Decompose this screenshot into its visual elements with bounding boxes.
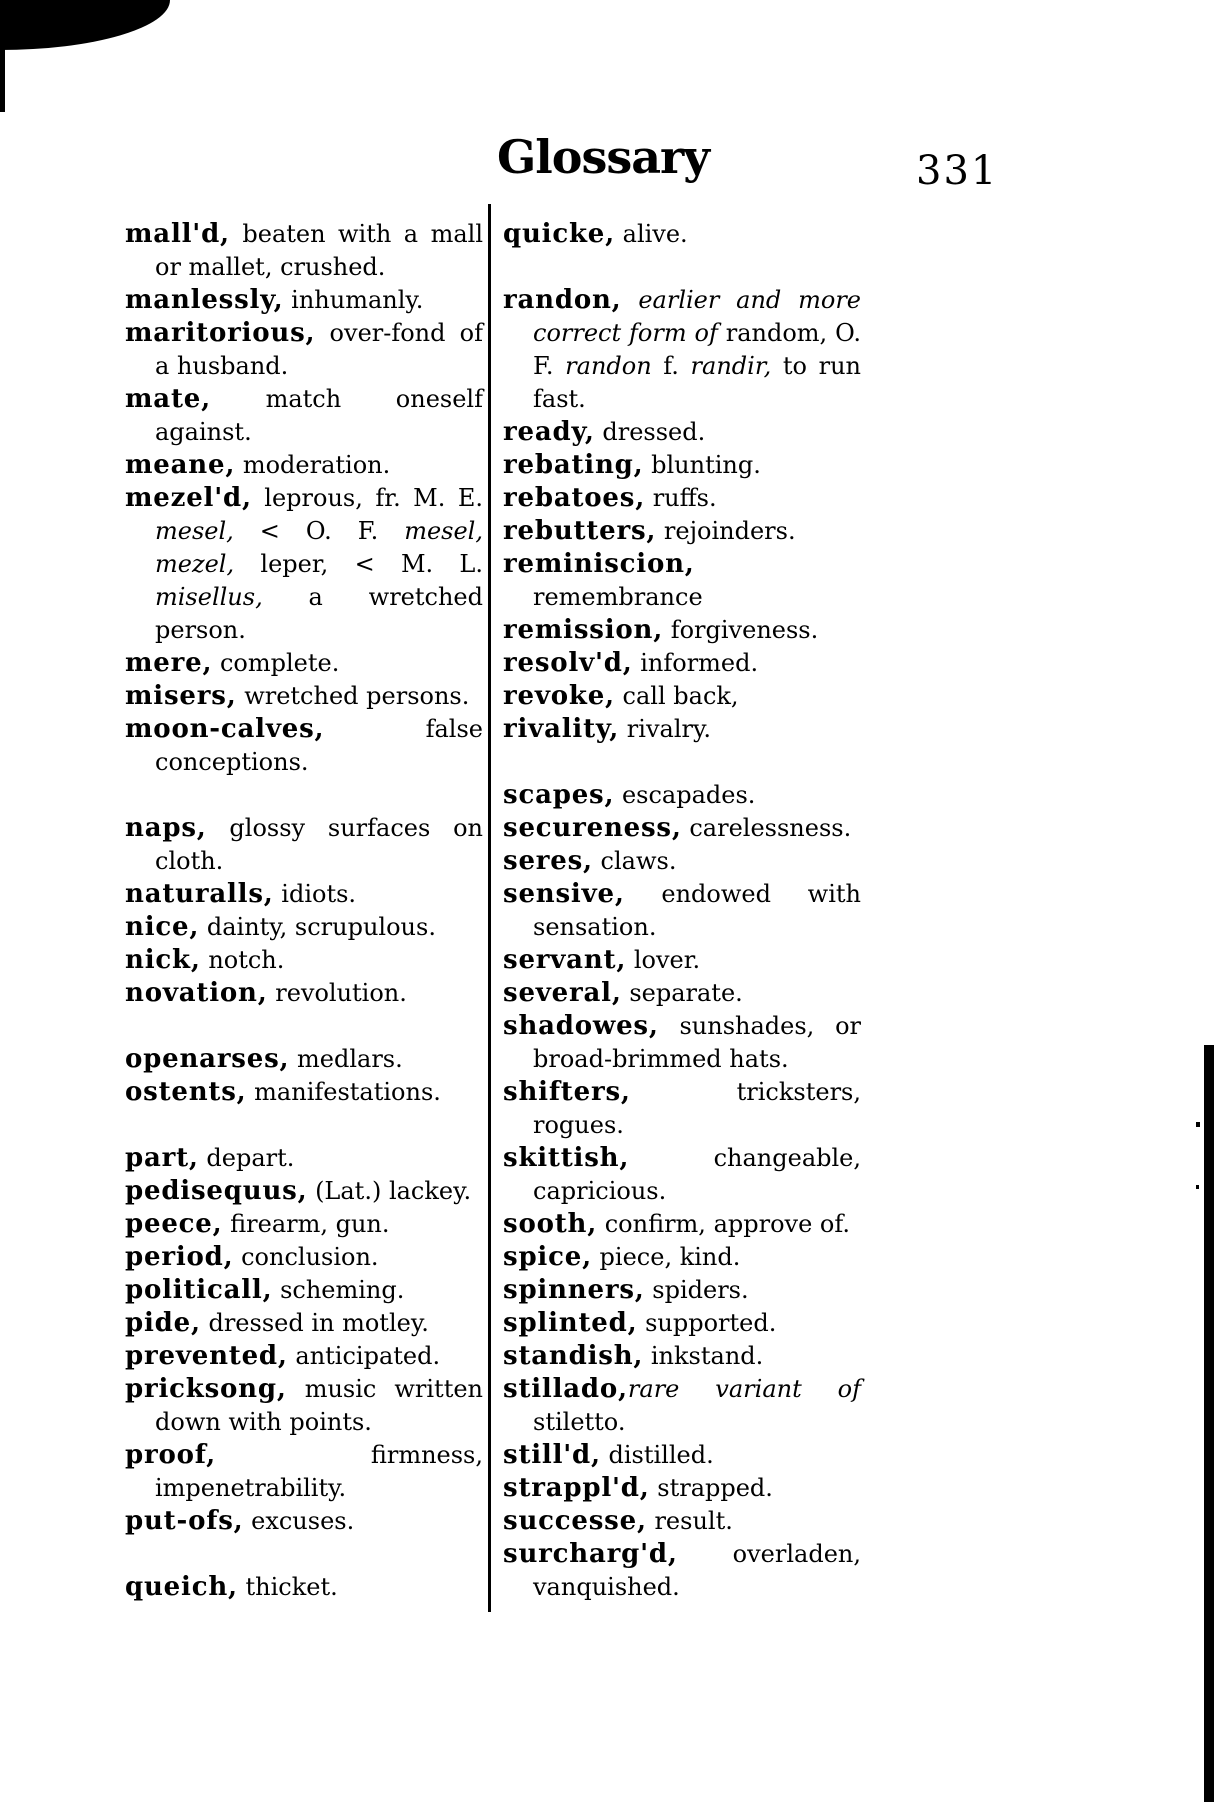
- entry-term: meane,: [125, 450, 236, 480]
- entry-term: revoke,: [503, 681, 615, 711]
- entry-term: servant,: [503, 945, 627, 975]
- entry-definition: endowed with sensation.: [533, 880, 861, 941]
- entry-term: still'd,: [503, 1440, 601, 1470]
- entry-definition: scheming.: [272, 1276, 405, 1304]
- entry-group: [125, 218, 483, 779]
- entry-definition: complete.: [212, 649, 340, 677]
- entry-term: rebutters,: [503, 516, 657, 546]
- entry-definition: dressed.: [594, 418, 706, 446]
- entry-definition: beaten with a mall or mallet, crushed.: [155, 220, 483, 281]
- entry-term: seres,: [503, 846, 593, 876]
- entry-definition: firearm, gun.: [222, 1210, 390, 1238]
- entry-definition: rivalry.: [619, 715, 711, 743]
- entry-term: reminiscion,: [503, 549, 695, 579]
- entry-definition: sunshades, or broad-brimmed hats.: [533, 1012, 861, 1073]
- entry-group: [503, 284, 861, 746]
- entry-definition: escapades.: [614, 781, 756, 809]
- glossary-entry: [125, 317, 483, 383]
- entry-definition: wretched persons.: [236, 682, 470, 710]
- page-title: Glossary: [497, 130, 710, 184]
- glossary-entry: [125, 1208, 483, 1241]
- entry-group: [503, 218, 861, 251]
- entry-term: mere,: [125, 648, 213, 678]
- entry-term: politicall,: [125, 1275, 273, 1305]
- entry-definition: dressed in motley.: [200, 1309, 429, 1337]
- entry-definition: manifestations.: [246, 1078, 441, 1106]
- entry-definition: depart.: [198, 1144, 295, 1172]
- glossary-entry: [125, 977, 483, 1010]
- entry-term: proof,: [125, 1440, 217, 1470]
- glossary-entry: [503, 1208, 861, 1241]
- entry-term: pricksong,: [125, 1374, 287, 1404]
- entry-definition: moderation.: [235, 451, 391, 479]
- glossary-entry: [503, 1241, 861, 1274]
- glossary-entry: [503, 977, 861, 1010]
- entry-definition: idiots.: [273, 880, 357, 908]
- glossary-entry: [503, 515, 861, 548]
- glossary-entry: [503, 680, 861, 713]
- entry-definition: dainty, scrupulous.: [199, 913, 436, 941]
- glossary-entry: [125, 284, 483, 317]
- entry-definition: thicket.: [237, 1573, 338, 1601]
- glossary-entry: [503, 416, 861, 449]
- entry-definition: changeable, capricious.: [533, 1144, 861, 1205]
- glossary-left-column: [125, 218, 483, 1604]
- entry-term: nick,: [125, 945, 201, 975]
- entry-definition: result.: [646, 1507, 733, 1535]
- glossary-entry: [503, 482, 861, 515]
- entry-definition: forgiveness.: [663, 616, 819, 644]
- entry-term: novation,: [125, 978, 268, 1008]
- glossary-entry: [503, 944, 861, 977]
- entry-term: maritorious,: [125, 318, 316, 348]
- entry-term: pide,: [125, 1308, 201, 1338]
- entry-term: shadowes,: [503, 1011, 659, 1041]
- glossary-entry: [503, 1142, 861, 1208]
- entry-definition: glossy surfaces on cloth.: [155, 814, 483, 875]
- glossary-entry: [125, 944, 483, 977]
- entry-definition: informed.: [632, 649, 759, 677]
- entry-definition: piece, kind.: [591, 1243, 741, 1271]
- entry-term: successe,: [503, 1506, 647, 1536]
- entry-definition: tricksters, rogues.: [533, 1078, 861, 1139]
- entry-definition: over-fond of a husband.: [155, 319, 483, 380]
- entry-definition: anticipated.: [287, 1342, 441, 1370]
- entry-definition: leprous, fr. M. E. mesel, < O. F. mesel, mezel, leper, < M. L. misellus, a wretched person.: [155, 484, 483, 644]
- glossary-entry: [503, 878, 861, 944]
- entry-definition: distilled.: [600, 1441, 714, 1469]
- glossary-entry: [125, 218, 483, 284]
- entry-definition: ruffs.: [645, 484, 717, 512]
- glossary-columns: [125, 218, 861, 1604]
- entry-term: spice,: [503, 1242, 592, 1272]
- glossary-entry: [503, 1472, 861, 1505]
- glossary-entry: [503, 1010, 861, 1076]
- glossary-entry: [125, 878, 483, 911]
- glossary-entry: [125, 647, 483, 680]
- entry-term: remission,: [503, 615, 664, 645]
- entry-term: rivality,: [503, 714, 620, 744]
- entry-term: period,: [125, 1242, 234, 1272]
- entry-definition: spiders.: [644, 1276, 749, 1304]
- entry-term: rebatoes,: [503, 483, 646, 513]
- entry-term: mall'd,: [125, 219, 230, 249]
- entry-term: manlessly,: [125, 285, 284, 315]
- glossary-entry: [125, 1076, 483, 1109]
- entry-term: randon,: [503, 285, 622, 315]
- glossary-entry: [503, 812, 861, 845]
- entry-definition: rejoinders.: [656, 517, 796, 545]
- entry-term: sensive,: [503, 879, 625, 909]
- entry-term: queich,: [125, 1572, 238, 1602]
- entry-definition: music written down with points.: [155, 1375, 483, 1436]
- column-divider-rule: [488, 204, 491, 1612]
- glossary-entry: [125, 812, 483, 878]
- glossary-entry: [503, 1076, 861, 1142]
- glossary-entry: [125, 1274, 483, 1307]
- entry-definition: lover.: [626, 946, 701, 974]
- entry-term: mate,: [125, 384, 211, 414]
- glossary-entry: [503, 779, 861, 812]
- glossary-entry: [125, 1043, 483, 1076]
- entry-definition: conclusion.: [233, 1243, 379, 1271]
- entry-definition: rare variant of stiletto.: [533, 1375, 861, 1436]
- glossary-entry: [125, 449, 483, 482]
- entry-group: [125, 812, 483, 1010]
- entry-definition: firmness, impenetrability.: [155, 1441, 483, 1502]
- entry-definition: remembrance: [533, 583, 703, 611]
- entry-definition: alive.: [615, 220, 688, 248]
- entry-definition: (Lat.) lackey.: [307, 1177, 472, 1205]
- entry-term: stillado,: [503, 1374, 628, 1404]
- entry-term: put-ofs,: [125, 1506, 244, 1536]
- entry-term: shifters,: [503, 1077, 631, 1107]
- glossary-entry: [125, 1373, 483, 1439]
- entry-term: standish,: [503, 1341, 644, 1371]
- glossary-entry: [125, 482, 483, 647]
- entry-term: naturalls,: [125, 879, 274, 909]
- entry-term: spinners,: [503, 1275, 645, 1305]
- entry-group: [125, 1142, 483, 1538]
- entry-term: skittish,: [503, 1143, 630, 1173]
- glossary-entry: [125, 1439, 483, 1505]
- glossary-entry: [125, 1241, 483, 1274]
- entry-definition: excuses.: [243, 1507, 355, 1535]
- entry-definition: false conceptions.: [155, 715, 483, 776]
- entry-term: moon-calves,: [125, 714, 325, 744]
- entry-term: openarses,: [125, 1044, 290, 1074]
- scan-artifact-corner-tail: [0, 0, 5, 112]
- glossary-entry: [503, 1538, 861, 1604]
- entry-definition: notch.: [200, 946, 285, 974]
- entry-definition: strapped.: [649, 1474, 773, 1502]
- glossary-entry: [503, 614, 861, 647]
- entry-definition: separate.: [621, 979, 743, 1007]
- entry-term: secureness,: [503, 813, 682, 843]
- entry-term: strappl'd,: [503, 1473, 650, 1503]
- glossary-entry: [503, 218, 861, 251]
- entry-term: naps,: [125, 813, 207, 843]
- glossary-entry: [503, 845, 861, 878]
- glossary-entry: [125, 1175, 483, 1208]
- entry-definition: overladen, vanquished.: [533, 1540, 861, 1601]
- glossary-entry: [503, 1373, 861, 1439]
- entry-term: nice,: [125, 912, 200, 942]
- entry-definition: blunting.: [643, 451, 761, 479]
- entry-term: prevented,: [125, 1341, 288, 1371]
- glossary-entry: [125, 1340, 483, 1373]
- entry-definition: supported.: [637, 1309, 777, 1337]
- entry-term: misers,: [125, 681, 237, 711]
- entry-term: peece,: [125, 1209, 223, 1239]
- glossary-entry: [125, 383, 483, 449]
- entry-term: mezel'd,: [125, 483, 252, 513]
- entry-term: resolv'd,: [503, 648, 633, 678]
- entry-term: rebating,: [503, 450, 644, 480]
- page-number: 331: [916, 148, 999, 194]
- glossary-entry: [503, 284, 861, 416]
- glossary-entry: [125, 713, 483, 779]
- scan-speck: [1196, 1122, 1200, 1127]
- glossary-entry: [125, 680, 483, 713]
- entry-term: part,: [125, 1143, 199, 1173]
- entry-group: [125, 1571, 483, 1604]
- scan-artifact-corner: [0, 0, 170, 50]
- glossary-entry: [503, 1307, 861, 1340]
- entry-definition: claws.: [592, 847, 677, 875]
- entry-group: [125, 1043, 483, 1109]
- entry-group: [503, 779, 861, 1604]
- glossary-entry: [125, 1142, 483, 1175]
- glossary-entry: [503, 1505, 861, 1538]
- entry-term: ostents,: [125, 1077, 247, 1107]
- scan-artifact-right-edge: [1204, 1045, 1214, 1802]
- entry-term: scapes,: [503, 780, 615, 810]
- entry-definition: match oneself against.: [155, 385, 483, 446]
- entry-term: sooth,: [503, 1209, 598, 1239]
- entry-term: splinted,: [503, 1308, 638, 1338]
- entry-definition: inkstand.: [643, 1342, 764, 1370]
- entry-term: quicke,: [503, 219, 615, 249]
- entry-definition: inhumanly.: [283, 286, 424, 314]
- glossary-entry: [503, 713, 861, 746]
- glossary-entry: [503, 1439, 861, 1472]
- glossary-entry: [125, 1571, 483, 1604]
- entry-term: pedisequus,: [125, 1176, 308, 1206]
- glossary-entry: [503, 449, 861, 482]
- entry-term: ready,: [503, 417, 595, 447]
- entry-definition: confirm, approve of.: [597, 1210, 851, 1238]
- glossary-entry: [125, 911, 483, 944]
- scan-speck: [1196, 1185, 1199, 1189]
- glossary-entry: [125, 1505, 483, 1538]
- glossary-right-column: [503, 218, 861, 1604]
- entry-term: surcharg'd,: [503, 1539, 678, 1569]
- entry-definition: carelessness.: [681, 814, 852, 842]
- entry-definition: call back,: [614, 682, 739, 710]
- glossary-entry: [503, 647, 861, 680]
- glossary-entry: [503, 1340, 861, 1373]
- entry-term: several,: [503, 978, 622, 1008]
- glossary-entry: [503, 1274, 861, 1307]
- glossary-entry: [503, 548, 861, 614]
- entry-definition: revolution.: [267, 979, 407, 1007]
- entry-definition: medlars.: [289, 1045, 403, 1073]
- glossary-entry: [125, 1307, 483, 1340]
- entry-definition: earlier and more correct form of random, O. F. randon f. randir, to run fast.: [533, 286, 861, 413]
